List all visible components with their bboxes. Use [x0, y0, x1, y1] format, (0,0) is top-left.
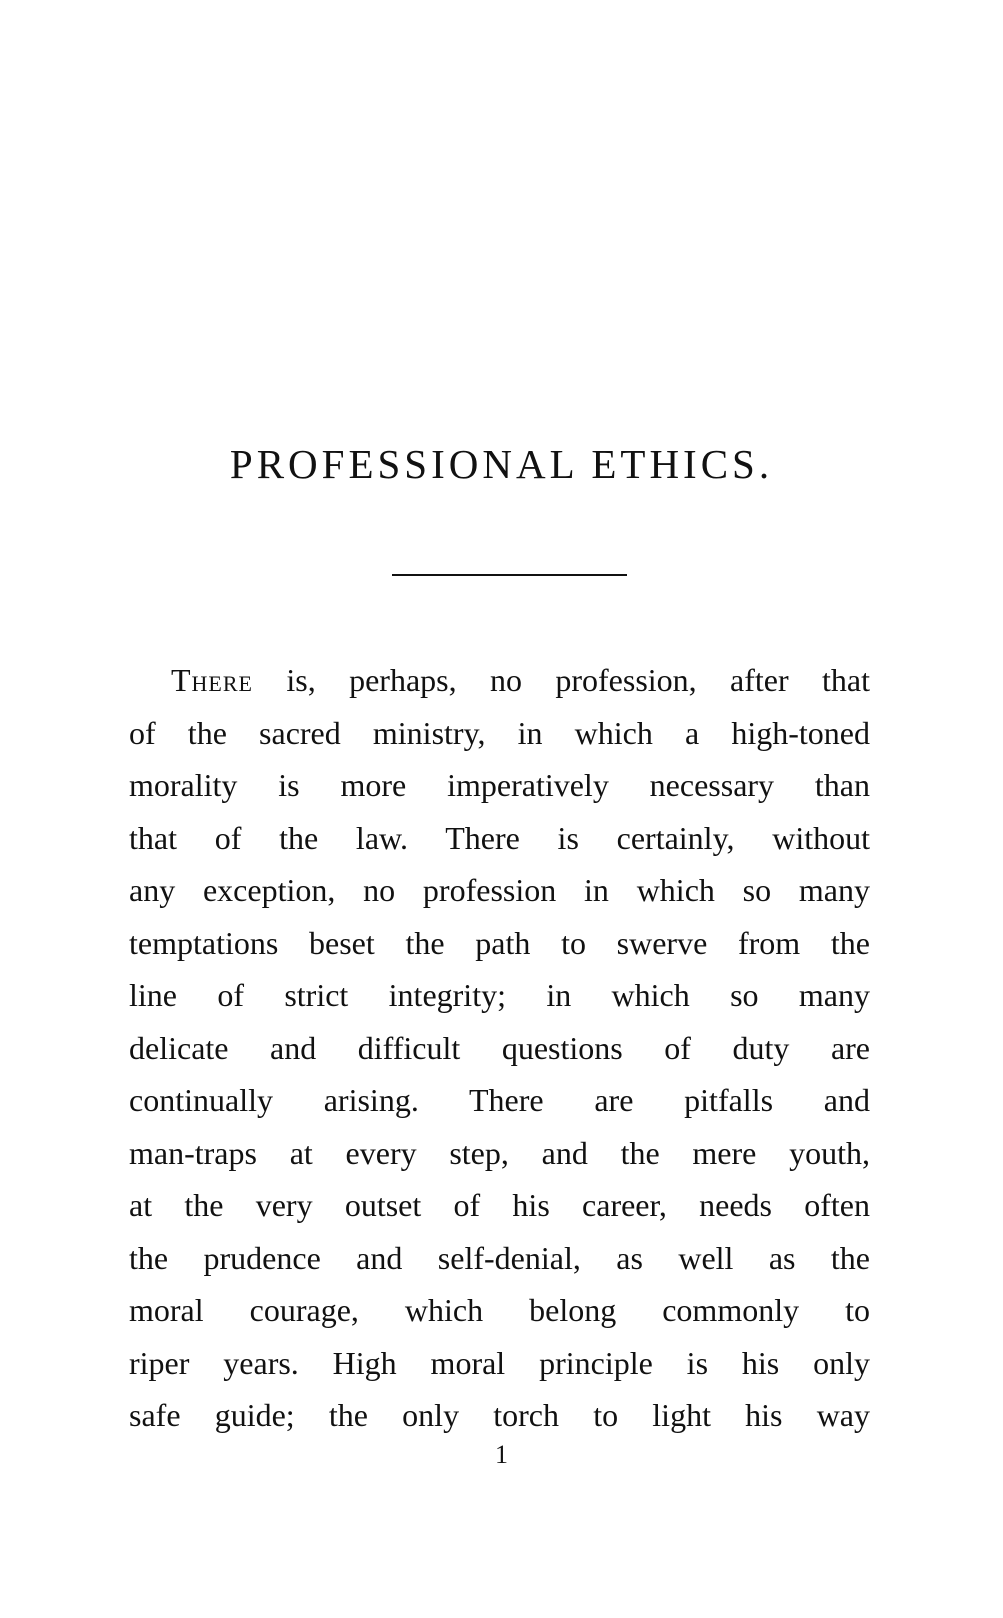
text-line: safe guide; the only torch to light his way — [129, 1397, 870, 1433]
lead-word: There — [171, 662, 253, 698]
page-number: 1 — [495, 1440, 508, 1469]
text-line: morality is more imperatively necessary than — [129, 767, 870, 803]
text-line: moral courage, which belong commonly to — [129, 1292, 870, 1328]
text-line — [129, 654, 870, 707]
text-line: any exception, no profession in which so many — [129, 872, 870, 908]
text-line: of the sacred ministry, in which a high-toned — [129, 714, 870, 751]
title-rule — [392, 574, 627, 576]
text-line: continually arising. There are pitfalls and — [129, 1082, 870, 1118]
text-line: line of strict integrity; in which so many — [129, 977, 870, 1013]
text-line: riper years. High moral principle is his only — [129, 1344, 870, 1381]
text-line: the prudence and self-denial, as well as the — [129, 1239, 870, 1276]
text-line: temptations beset the path to swerve from the — [129, 924, 870, 961]
body-paragraph — [129, 654, 870, 1442]
text-line: at the very outset of his career, needs often — [129, 1187, 870, 1223]
text-line: man-traps at every step, and the mere youth, — [129, 1134, 870, 1171]
text-line-rest: is, perhaps, no profession, after that — [253, 662, 870, 698]
text-line: that of the law. There is certainly, without — [129, 819, 870, 856]
text-line: delicate and difficult questions of duty are — [129, 1029, 870, 1066]
chapter-title: PROFESSIONAL ETHICS. — [229, 441, 774, 487]
